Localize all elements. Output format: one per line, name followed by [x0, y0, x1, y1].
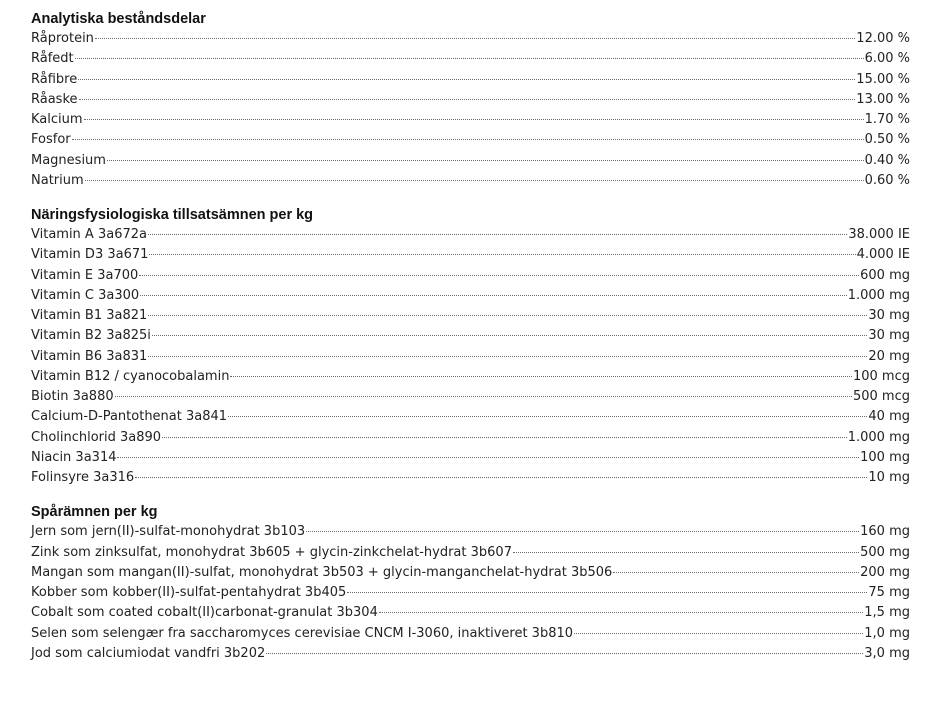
item-value: 30 mg	[868, 308, 910, 323]
section-nutritional-additives	[31, 205, 910, 488]
item-value: 1.70 %	[864, 112, 910, 127]
item-label: Kobber som kobber(II)-sulfat-pentahydrat 3b405	[31, 585, 347, 600]
dot-leader	[79, 99, 856, 100]
dot-leader	[78, 79, 855, 80]
list-item	[31, 644, 910, 664]
dot-leader	[115, 396, 852, 397]
dot-leader	[148, 315, 867, 316]
list-item	[31, 171, 910, 191]
list-item	[31, 583, 910, 603]
list-item	[31, 407, 910, 427]
item-value: 1.000 mg	[847, 287, 910, 303]
list-item	[31, 543, 910, 563]
item-label: Råfibre	[31, 71, 78, 87]
list-item	[31, 387, 910, 407]
item-value: 38.000 IE	[848, 227, 910, 242]
section-heading: Spårämnen per kg	[31, 504, 158, 521]
item-value: 40 mg	[868, 409, 910, 425]
dot-leader	[574, 633, 863, 634]
item-label: Natrium	[31, 172, 84, 188]
item-label: Vitamin E 3a700	[31, 267, 139, 283]
list-item	[31, 225, 910, 245]
list-item	[31, 130, 910, 150]
item-value: 15.00 %	[856, 71, 910, 87]
item-value: 75 mg	[868, 585, 910, 600]
item-label: Mangan som mangan(II)-sulfat, monohydrat 3b503 + glycin-manganchelat-hydrat 3b506	[31, 564, 613, 580]
item-value: 1,0 mg	[864, 625, 910, 641]
item-label: Biotin 3a880	[31, 389, 114, 404]
dot-leader	[228, 416, 867, 417]
list-item	[31, 286, 910, 306]
item-label: Vitamin B6 3a831	[31, 348, 148, 364]
dot-leader	[72, 139, 864, 140]
item-label: Råfedt	[31, 51, 74, 67]
dot-leader	[347, 592, 867, 593]
dot-leader	[84, 119, 864, 120]
item-value: 500 mcg	[852, 389, 910, 404]
dot-leader	[162, 437, 847, 438]
dot-leader	[379, 612, 863, 613]
item-label: Vitamin C 3a300	[31, 287, 140, 303]
item-value: 30 mg	[868, 328, 910, 344]
item-label: Calcium-D-Pantothenat 3a841	[31, 409, 228, 425]
list-item	[31, 603, 910, 623]
item-label: Kalcium	[31, 112, 83, 127]
item-label: Jod som calciumiodat vandfri 3b202	[31, 645, 266, 661]
list-item	[31, 70, 910, 90]
item-value: 100 mcg	[852, 368, 910, 384]
item-value: 0.50 %	[864, 132, 910, 148]
dot-leader	[117, 457, 859, 458]
item-value: 200 mg	[860, 564, 910, 580]
item-label: Selen som selengær fra saccharomyces cerevisiae CNCM I-3060, inaktiveret 3b810	[31, 625, 574, 641]
dot-leader	[148, 234, 847, 235]
item-label: Zink som zinksulfat, monohydrat 3b605 + glycin-zinkchelat-hydrat 3b607	[31, 544, 512, 560]
list-item	[31, 49, 910, 69]
list-item	[31, 468, 910, 488]
item-value: 13.00 %	[856, 91, 910, 107]
item-value: 100 mg	[860, 449, 910, 465]
dot-leader	[613, 572, 859, 573]
list-item	[31, 367, 910, 387]
section-heading: Näringsfysiologiska tillsatsämnen per kg	[31, 207, 314, 223]
list-item	[31, 90, 910, 110]
list-item	[31, 326, 910, 346]
item-value: 10 mg	[868, 470, 910, 485]
dot-leader	[152, 335, 867, 336]
list-item	[31, 29, 910, 49]
list-item	[31, 563, 910, 583]
section-analytical-components	[31, 9, 910, 191]
dot-leader	[75, 58, 864, 59]
section-heading: Analytiska beståndsdelar	[31, 11, 206, 27]
list-item	[31, 428, 910, 448]
list-item	[31, 306, 910, 326]
dot-leader	[306, 531, 859, 532]
section-trace-elements	[31, 502, 910, 664]
dot-leader	[107, 160, 864, 161]
dot-leader	[148, 356, 867, 357]
dot-leader	[230, 376, 852, 377]
item-value: 12.00 %	[856, 31, 910, 46]
item-label: Fosfor	[31, 132, 71, 148]
dot-leader	[95, 38, 855, 39]
list-item	[31, 347, 910, 367]
item-value: 160 mg	[860, 524, 910, 540]
dot-leader	[513, 552, 859, 553]
item-value: 0.40 %	[864, 152, 910, 168]
dot-leader	[266, 653, 863, 654]
list-item	[31, 245, 910, 265]
dot-leader	[149, 254, 855, 255]
item-label: Råprotein	[31, 31, 94, 46]
item-label: Vitamin B12 / cyanocobalamin	[31, 368, 230, 384]
dot-leader	[135, 477, 867, 478]
list-item	[31, 522, 910, 542]
item-label: Råaske	[31, 91, 78, 107]
item-label: Cobalt som coated cobalt(II)carbonat-granulat 3b304	[31, 605, 378, 621]
item-value: 3,0 mg	[864, 645, 910, 661]
item-value: 500 mg	[860, 544, 910, 560]
item-value: 600 mg	[860, 267, 910, 283]
list-item	[31, 624, 910, 644]
item-value: 0.60 %	[864, 172, 910, 188]
item-label: Vitamin A 3a672a	[31, 227, 147, 242]
item-label: Magnesium	[31, 152, 106, 168]
item-value: 20 mg	[868, 348, 910, 364]
item-label: Vitamin B2 3a825i	[31, 328, 151, 344]
list-item	[31, 266, 910, 286]
item-label: Vitamin D3 3a671	[31, 247, 149, 263]
list-item	[31, 110, 910, 130]
item-label: Cholinchlorid 3a890	[31, 429, 162, 445]
item-value: 6.00 %	[864, 51, 910, 67]
list-item	[31, 151, 910, 171]
item-value: 1.000 mg	[847, 429, 910, 445]
dot-leader	[139, 275, 859, 276]
item-value: 4.000 IE	[856, 247, 910, 263]
item-label: Niacin 3a314	[31, 449, 117, 465]
dot-leader	[85, 180, 864, 181]
dot-leader	[140, 295, 847, 296]
list-item	[31, 448, 910, 468]
item-label: Folinsyre 3a316	[31, 470, 135, 485]
item-label: Jern som jern(II)-sulfat-monohydrat 3b103	[31, 524, 306, 540]
ingredient-document	[31, 9, 910, 664]
item-value: 1,5 mg	[864, 605, 910, 621]
item-label: Vitamin B1 3a821	[31, 308, 148, 323]
